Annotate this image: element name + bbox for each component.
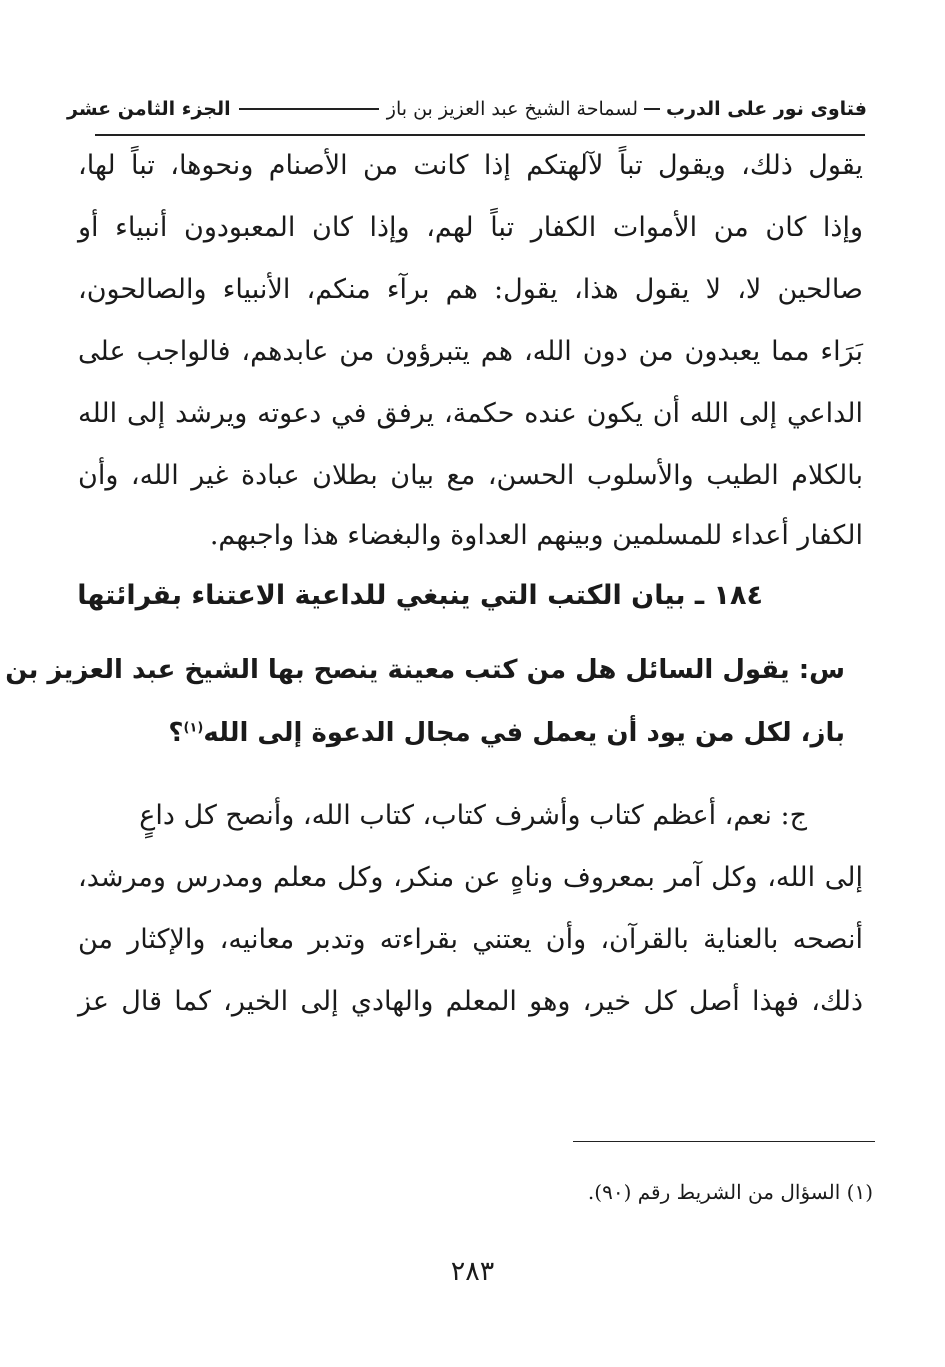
footnote: (١) السؤال من الشريط رقم (٩٠). xyxy=(587,1180,873,1204)
header-dash xyxy=(644,108,660,110)
body-line-1: يقول ذلك، ويقول تباً لآلهتكم إذا كانت من الأصنام ونحوها، تباً لها، xyxy=(78,150,863,181)
running-header xyxy=(67,92,867,126)
section-heading: ١٨٤ ـ بيان الكتب التي ينبغي للداعية الاعتناء بقرائتها xyxy=(77,580,763,611)
question-line-2 xyxy=(168,718,845,748)
body-line-4: بَرَاء مما يعبدون من دون الله، هم يتبرؤون من عابدهم، فالواجب على xyxy=(78,336,863,367)
header-divider xyxy=(95,134,865,136)
answer-line-1: ج: نعم، أعظم كتاب وأشرف كتاب، كتاب الله، وأنصح كل داعٍ xyxy=(139,800,807,831)
question-mark: ؟ xyxy=(168,718,184,748)
body-line-5: الداعي إلى الله أن يكون عنده حكمة، يرفق في دعوته ويرشد إلى الله xyxy=(78,398,863,429)
answer-line-2: إلى الله، وكل آمر بمعروف وناهٍ عن منكر، وكل معلم ومدرس ومرشد، xyxy=(78,862,863,893)
volume-label: الجزء الثامن عشر xyxy=(67,98,231,120)
page-number: ٢٨٣ xyxy=(450,1256,495,1287)
body-line-3: صالحين لا، لا يقول هذا، يقول: هم برآء منكم، الأنبياء والصالحون، xyxy=(78,274,863,305)
answer-line-3: أنصحه بالعناية بالقرآن، وأن يعتني بقراءته وتدبر معانيه، والإكثار من xyxy=(78,924,863,955)
author-name: لسماحة الشيخ عبد العزيز بن باز xyxy=(386,98,638,120)
footnote-marker: (١) xyxy=(183,720,204,736)
body-line-7: الكفار أعداء للمسلمين وبينهم العداوة والبغضاء هذا واجبهم. xyxy=(209,520,863,551)
book-title: فتاوى نور على الدرب xyxy=(666,98,867,120)
footnote-divider xyxy=(573,1141,875,1142)
header-inline-rule xyxy=(239,108,379,110)
answer-line-4: ذلك، فهذا أصل كل خير، وهو المعلم والهادي إلى الخير، كما قال عز xyxy=(78,986,863,1017)
body-line-6: بالكلام الطيب والأسلوب الحسن، مع بيان بطلان عبادة غير الله، وأن xyxy=(78,460,863,491)
body-line-2: وإذا كان من الأموات الكفار تباً لهم، وإذا كان المعبودون أنبياء أو xyxy=(78,212,863,243)
question-line-1: س: يقول السائل هل من كتب معينة ينصح بها الشيخ عبد العزيز بن xyxy=(5,655,845,685)
question-text: باز، لكل من يود أن يعمل في مجال الدعوة إلى الله xyxy=(203,718,845,748)
